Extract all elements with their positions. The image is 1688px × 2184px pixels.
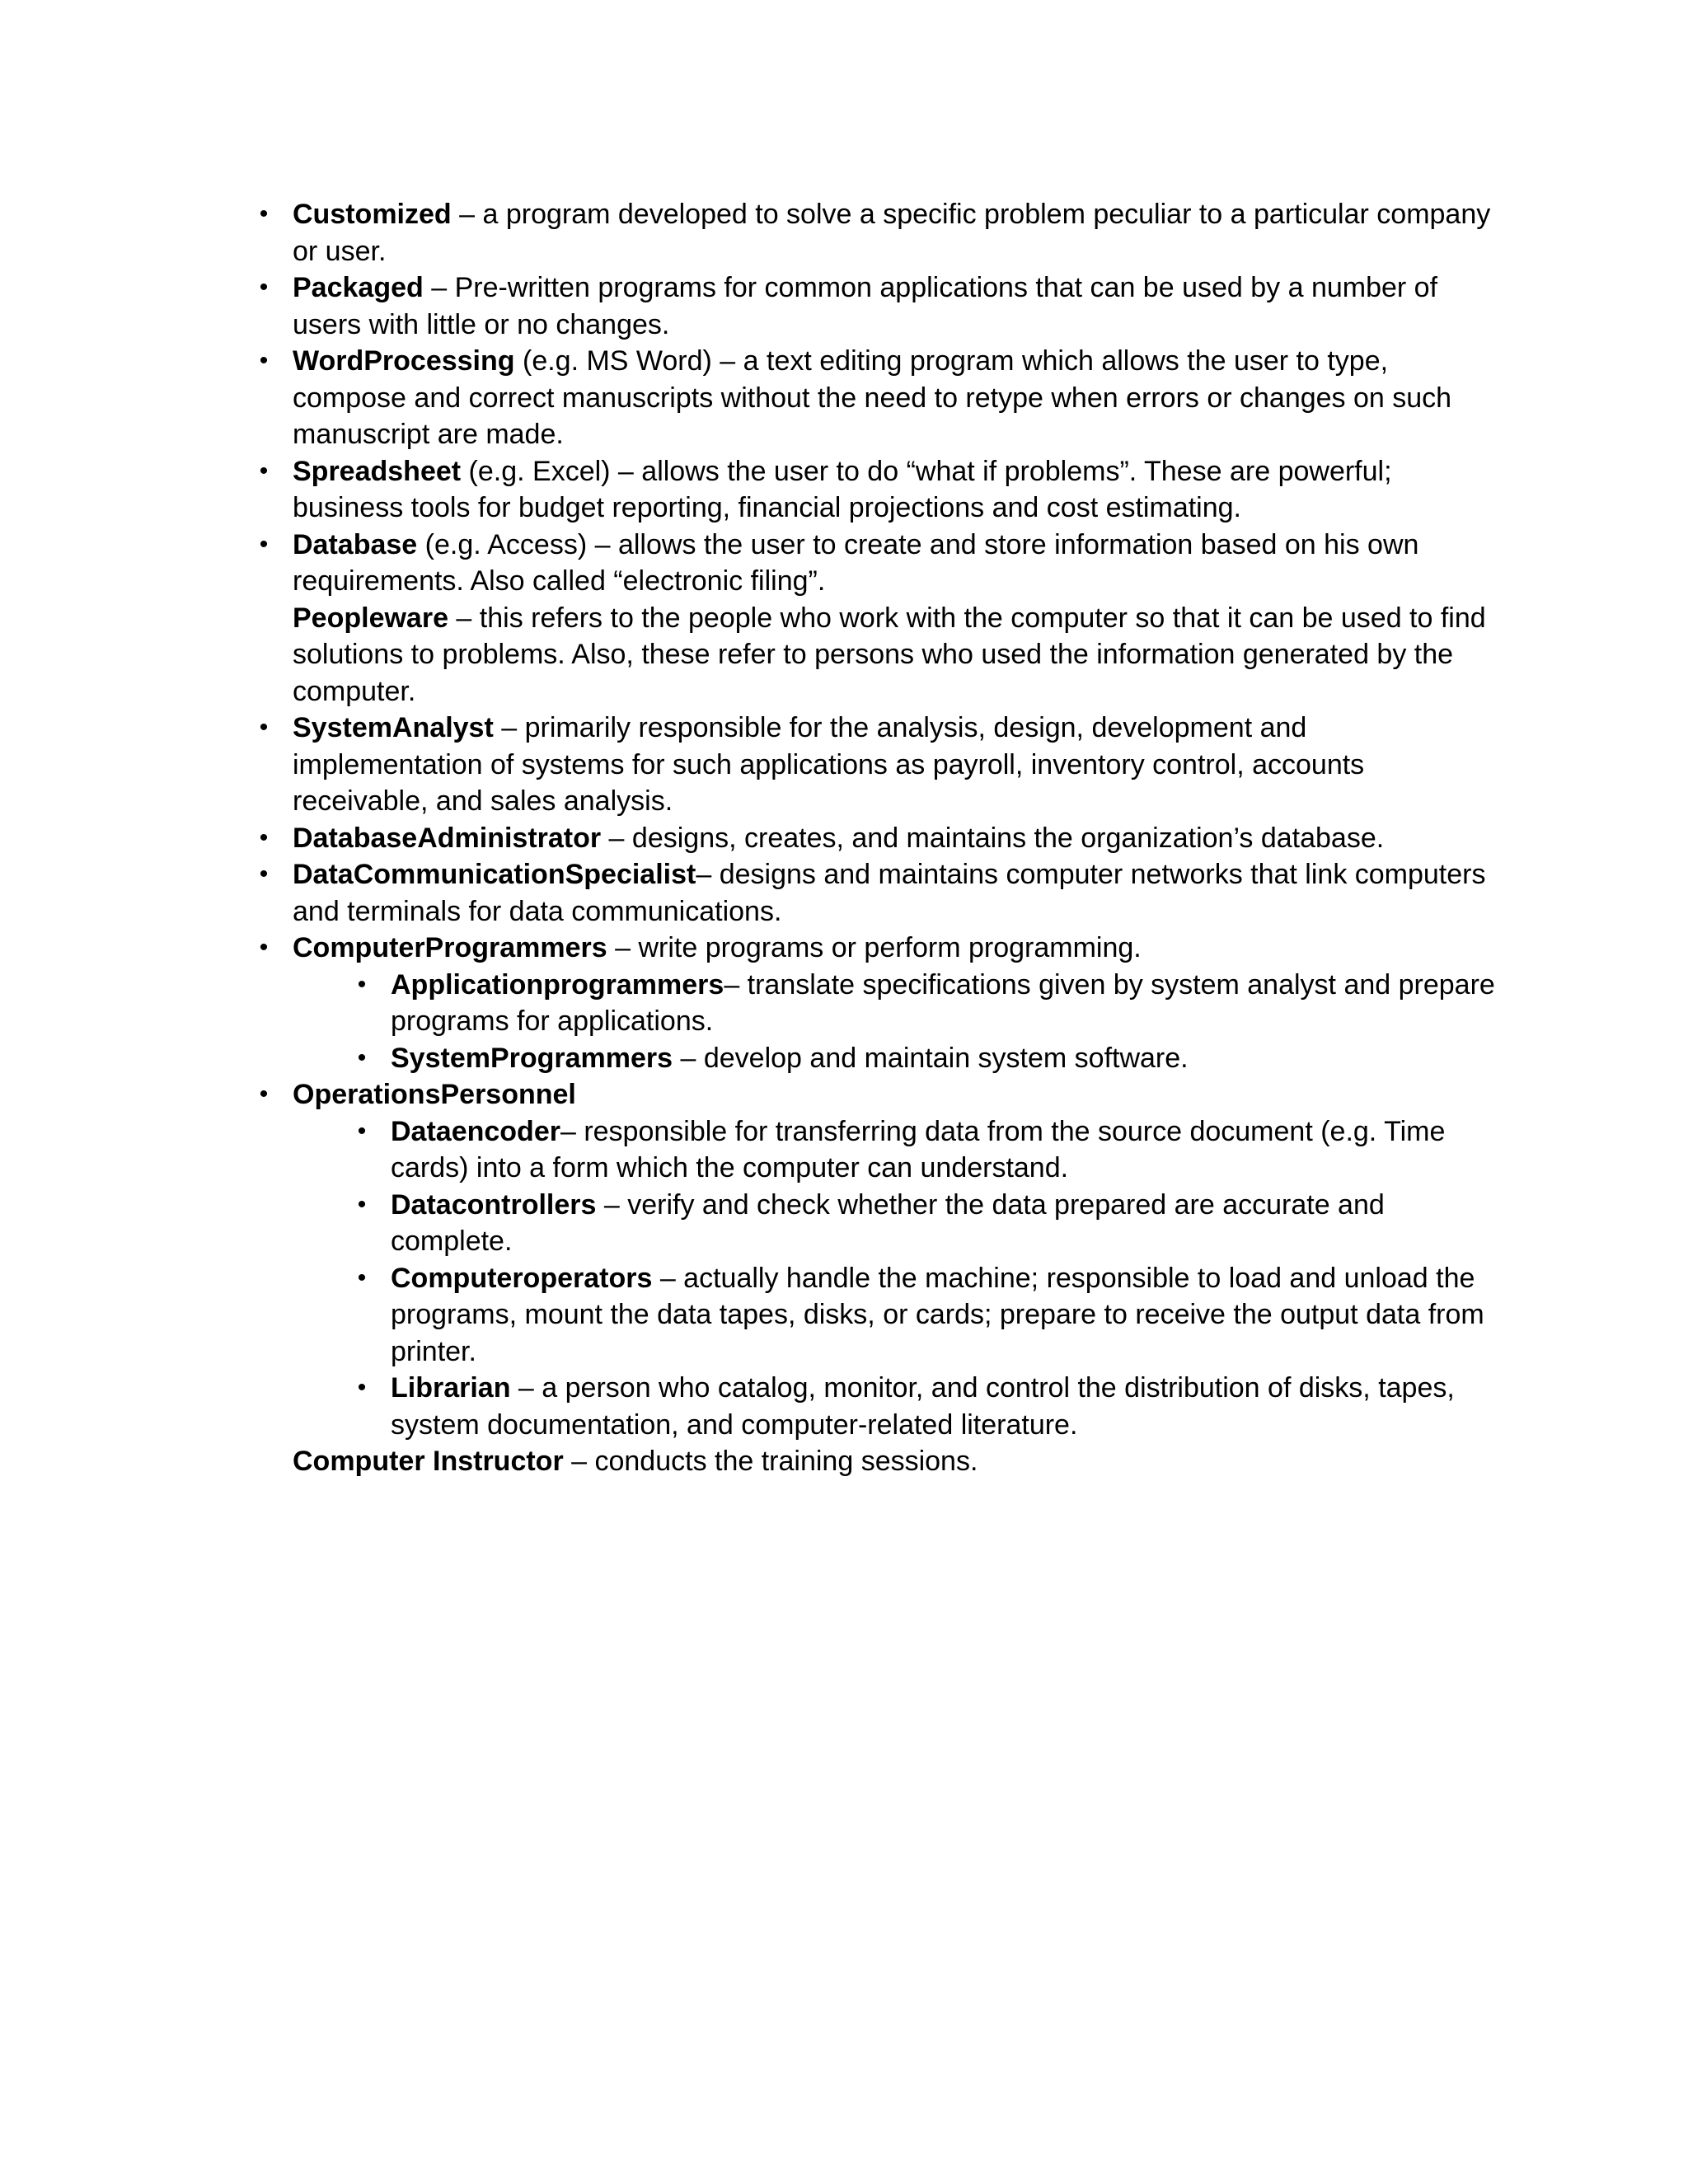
list-item-term: ComputerProgrammers [293,932,607,963]
list-item-description: – conducts the training sessions. [563,1446,978,1477]
list-item-description: – write programs or perform programming. [607,932,1142,963]
bullet-icon: • [259,934,269,961]
list-item-term: Applicationprogrammers [391,968,724,1001]
list-item-term: Customized [293,199,452,230]
bullet-icon: • [357,1263,367,1291]
list-item-description: – a program developed to solve a specific problem peculiar to a particular company or user. [293,199,1491,267]
list-item-term: OperationsPersonnel [293,1079,576,1110]
list-item-term: Computer Instructor [293,1446,564,1477]
list-item-description: – designs and maintains computer networks that link computers and terminals for data communications. [293,859,1486,927]
list-item-description: – a person who catalog, monitor, and control the distribution of disks, tapes, system documentation, and computer-related literature. [391,1372,1455,1441]
list-item-description: – primarily responsible for the analysis, design, development and implementation of systems for such applications as payroll, inventory control, accounts receivable, and sales analysis. [293,712,1365,817]
list-item-term: Datacontrollers [391,1188,597,1221]
list-item-description: – translate specifications given by system analyst and prepare programs for applications. [391,968,1495,1037]
list-item [259,710,1496,820]
bullet-icon: • [259,200,269,227]
list-item [259,820,1496,857]
list-item-description: (e.g. Excel) – allows the user to do “what if problems”. These are powerful; business tools for budget reporting, financial projections and cost estimating. [293,455,1392,523]
list-item-description: (e.g. MS Word) – a text editing program which allows the user to type, compose and correct manuscripts without the need to retype when errors or changes on such manuscript are made. [293,345,1452,450]
list-item-term: Computeroperators [391,1262,653,1294]
list-item-description: – verify and check whether the data prepared are accurate and complete. [391,1188,1385,1257]
list-item-term: Database [293,528,418,560]
list-item-term: DatabaseAdministrator [293,822,602,854]
document-body [259,196,1496,1480]
bullet-icon: • [259,714,269,741]
bullet-icon: • [259,347,269,374]
list-item [293,600,1496,710]
sub-list-item [357,967,1496,1040]
bullet-icon: • [357,1117,367,1145]
list-item-term: WordProcessing [293,345,515,377]
list-item-description: – designs, creates, and maintains the organization’s database. [601,822,1385,854]
bullet-icon: • [259,823,269,851]
bullet-icon: • [259,530,269,558]
bullet-icon: • [357,1374,367,1401]
list-item [259,269,1496,343]
list-item-term: Librarian [391,1372,511,1404]
bullet-icon: • [259,457,269,485]
list-item [259,343,1496,453]
list-item [259,1076,1496,1113]
list-item-description: – Pre-written programs for common applications that can be used by a number of users with little or no changes. [293,272,1438,340]
bullet-icon: • [259,1080,269,1108]
list-item-description: – responsible for transferring data from the source document (e.g. Time cards) into a form which the computer can understand. [391,1115,1446,1183]
list-item-description: – actually handle the machine; responsible to load and unload the programs, mount the data tapes, disks, or cards; prepare to receive the output data from printer. [391,1262,1484,1367]
sub-list-item [357,1113,1496,1187]
bullet-icon: • [357,1043,367,1071]
bullet-icon: • [357,1190,367,1218]
sub-list-item [357,1040,1496,1077]
list-item [259,930,1496,967]
list-item [259,856,1496,930]
sub-list-item [357,1370,1496,1443]
list-item [259,453,1496,527]
list-item-description: (e.g. Access) – allows the user to create and store information based on his own requirements. Also called “electronic filing”. [293,528,1419,597]
sub-list-item [357,1187,1496,1260]
bullet-icon: • [259,860,269,888]
list-item-term: DataCommunicationSpecialist [293,859,696,890]
sub-list-item [357,1260,1496,1371]
list-item-term: Peopleware [293,602,448,634]
list-item-term: SystemAnalyst [293,712,494,743]
list-item [259,196,1496,269]
list-item-term: Dataencoder [391,1115,560,1147]
list-item-term: Spreadsheet [293,455,462,487]
list-item-description: – this refers to the people who work with the computer so that it can be used to find solutions to problems. Also, these refer to persons who used the information generated by the computer. [293,602,1486,707]
list-item-term: SystemProgrammers [391,1042,673,1074]
list-item-term: Packaged [293,272,424,303]
bullet-icon: • [357,970,367,998]
list-item [293,1443,1496,1480]
list-item [259,527,1496,600]
bullet-icon: • [259,274,269,301]
list-item-description: – develop and maintain system software. [673,1042,1189,1074]
